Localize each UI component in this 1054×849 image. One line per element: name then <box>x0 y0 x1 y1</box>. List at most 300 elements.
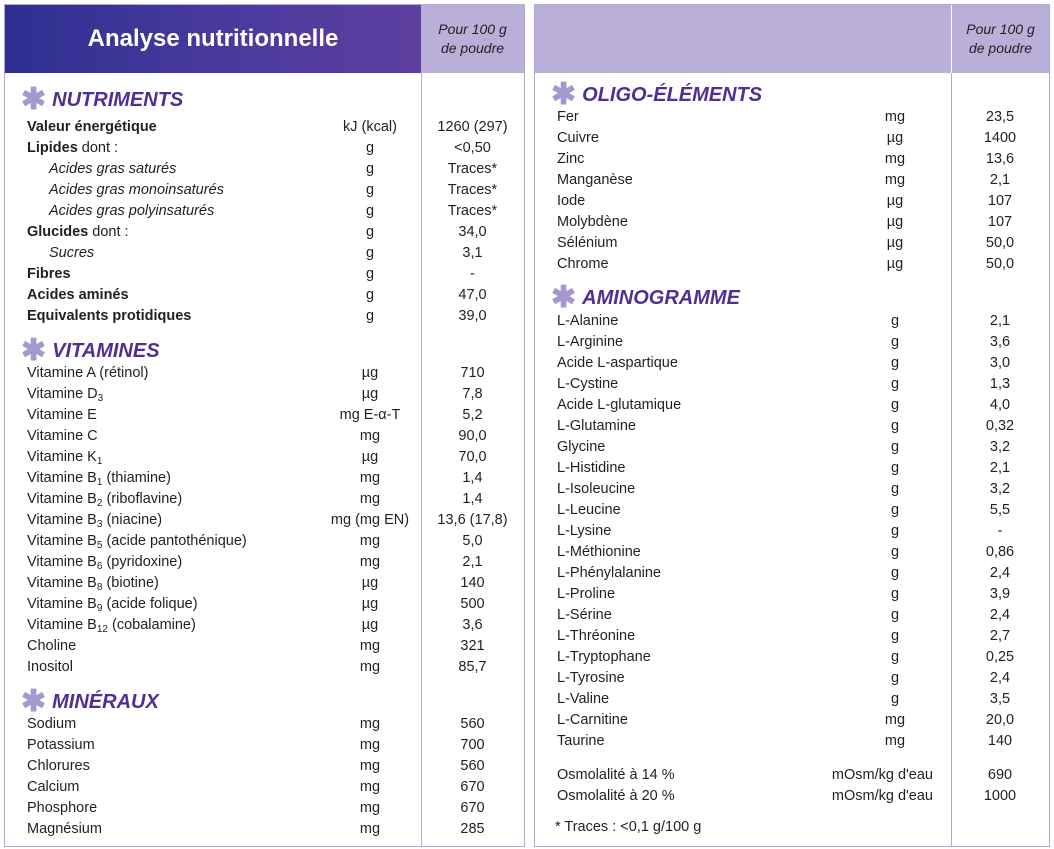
nutrient-label: Vitamine B <box>27 533 97 549</box>
nutrient-value: 2,4 <box>989 607 1011 623</box>
nutrient-label: Sodium <box>27 716 77 732</box>
table-row <box>5 510 524 531</box>
table-row <box>535 416 1049 437</box>
section-label: VITAMINES <box>52 339 160 362</box>
nutrient-value: 90,0 <box>458 428 487 444</box>
nutrient-label: Vitamine B <box>27 575 97 591</box>
nutrient-value: 140 <box>987 733 1013 749</box>
nutrient-unit: g <box>890 460 900 476</box>
nutrient-label: L-Glutamine <box>557 418 636 434</box>
nutrient-label: Osmolalité à 14 % <box>557 767 675 783</box>
nutrient-unit: mg <box>884 109 906 125</box>
nutrient-name <box>557 149 584 170</box>
nutrient-value: 3,2 <box>989 439 1011 455</box>
nutrient-value: 47,0 <box>458 287 487 303</box>
nutrient-name <box>49 180 224 201</box>
nutrient-name <box>557 731 605 752</box>
nutrient-unit: g <box>890 481 900 497</box>
nutrient-name <box>27 756 90 777</box>
nutrient-label: Vitamine B <box>27 512 97 528</box>
nutrient-unit: g <box>890 523 900 539</box>
nutrient-value: 3,1 <box>462 245 483 261</box>
nutrient-subscript: 1 <box>96 456 103 467</box>
nutrient-label: L-Arginine <box>557 334 624 350</box>
nutrient-subscript: 5 <box>96 540 103 551</box>
nutrient-name <box>557 647 651 668</box>
nutrient-unit: g <box>365 161 375 177</box>
table-row <box>535 668 1049 689</box>
nutrient-value: 50,0 <box>985 256 1015 272</box>
nutrient-unit: g <box>890 376 900 392</box>
nutrient-unit: g <box>890 439 900 455</box>
right-header <box>535 5 1049 73</box>
nutrient-value: Traces* <box>447 203 498 219</box>
nutrient-label: Taurine <box>557 733 605 749</box>
nutrient-name <box>557 107 579 128</box>
nutrient-unit: µg <box>886 130 904 146</box>
nutrient-label: L-Méthionine <box>557 544 641 560</box>
nutrient-name <box>557 563 661 584</box>
nutrient-unit: mg <box>359 758 381 774</box>
nutrient-label: L-Valine <box>557 691 610 707</box>
section-label: NUTRIMENTS <box>52 88 184 111</box>
nutrient-value: 39,0 <box>458 308 487 324</box>
table-row <box>535 710 1049 731</box>
nutrient-suffix: dont : <box>77 140 119 156</box>
nutrient-value: 2,4 <box>989 670 1011 686</box>
nutrient-label: L-Thréonine <box>557 628 636 644</box>
nutrient-value: 2,1 <box>989 460 1011 476</box>
star-icon: ✱ <box>21 334 47 367</box>
table-row <box>535 765 1049 786</box>
table-row <box>535 626 1049 647</box>
nutrient-name <box>27 636 76 657</box>
nutrient-unit: µg <box>886 193 904 209</box>
nutrient-name <box>27 306 191 327</box>
table-row <box>535 254 1049 275</box>
table-row <box>535 353 1049 374</box>
table-row <box>5 285 524 306</box>
nutrient-label: Inositol <box>27 659 73 675</box>
nutrient-label: Acides gras polyinsaturés <box>49 203 215 219</box>
nutrient-label: Equivalents protidiques <box>27 308 192 324</box>
nutrient-subscript: 12 <box>96 624 108 635</box>
column-header-right <box>951 5 1049 73</box>
nutrient-label: Chrome <box>557 256 609 272</box>
nutrient-suffix: (acide folique) <box>102 596 198 612</box>
nutrient-value: 4,0 <box>989 397 1011 413</box>
nutrient-value: 140 <box>460 575 485 591</box>
nutrient-name <box>27 447 102 468</box>
nutrient-label: Glycine <box>557 439 606 455</box>
nutrient-unit: g <box>890 628 900 644</box>
nutrient-unit: g <box>890 355 900 371</box>
nutrient-label: L-Tryptophane <box>557 649 651 665</box>
footnote: * Traces : <0,1 g/100 g <box>555 819 702 835</box>
table-row <box>535 233 1049 254</box>
table-row <box>535 786 1049 807</box>
rows-osmolalite <box>535 765 1049 807</box>
nutrient-label: L-Alanine <box>557 313 619 329</box>
table-row <box>535 521 1049 542</box>
table-row <box>5 180 524 201</box>
table-row <box>5 447 524 468</box>
nutrient-unit: g <box>890 586 900 602</box>
nutrient-name <box>27 222 129 243</box>
column-header-line-1: Pour 100 g <box>966 21 1035 37</box>
star-icon: ✱ <box>551 78 577 111</box>
nutrient-value: 3,5 <box>989 691 1011 707</box>
nutrient-value: 5,0 <box>462 533 483 549</box>
nutrient-value: - <box>997 523 1003 539</box>
nutrient-name <box>557 128 599 149</box>
nutrient-name <box>557 479 635 500</box>
table-row <box>5 201 524 222</box>
nutrient-name <box>27 573 159 594</box>
nutrient-value: 5,5 <box>989 502 1011 518</box>
nutrient-value: 3,6 <box>989 334 1011 350</box>
column-header-line-2: de poudre <box>440 40 505 56</box>
nutrient-unit: kJ (kcal) <box>343 119 397 135</box>
table-row <box>535 479 1049 500</box>
nutrient-value: 0,25 <box>985 649 1015 665</box>
section-title-vitamines <box>21 334 160 367</box>
rows-vitamines <box>5 363 524 678</box>
table-row <box>535 395 1049 416</box>
nutrient-unit: g <box>365 224 375 240</box>
nutrient-name <box>557 332 623 353</box>
nutrient-label: Magnésium <box>27 821 102 837</box>
nutrient-label: Valeur énergétique <box>27 119 157 135</box>
table-row <box>535 458 1049 479</box>
nutrient-label: Osmolalité à 20 % <box>557 788 675 804</box>
nutrient-label: Acides gras monoinsaturés <box>49 182 224 198</box>
nutrient-name <box>557 395 681 416</box>
nutrient-name <box>27 489 182 510</box>
nutrient-label: Molybdène <box>557 214 628 230</box>
nutrient-name <box>557 416 636 437</box>
table-row <box>5 405 524 426</box>
nutrient-name <box>557 374 618 395</box>
nutrient-label: Vitamine B <box>27 554 97 570</box>
nutrient-subscript: 2 <box>96 498 103 509</box>
nutrient-unit: mOsm/kg d'eau <box>831 767 933 783</box>
nutrient-subscript: 1 <box>96 477 103 488</box>
nutrient-name <box>557 521 611 542</box>
nutrient-name <box>557 233 617 254</box>
nutrient-value: 1,3 <box>989 376 1011 392</box>
nutrient-suffix: (cobalamine) <box>107 617 196 633</box>
nutrient-label: L-Histidine <box>557 460 626 476</box>
table-row <box>5 159 524 180</box>
nutrient-value: 1000 <box>983 788 1017 804</box>
nutrient-name <box>557 668 625 689</box>
nutrient-value: 13,6 <box>985 151 1015 167</box>
table-row <box>535 689 1049 710</box>
nutrient-suffix: (niacine) <box>102 512 163 528</box>
table-row <box>535 563 1049 584</box>
nutrient-label: Glucides <box>27 224 89 240</box>
nutrient-label: Vitamine B <box>27 596 97 612</box>
left-header <box>5 5 524 73</box>
star-icon: ✱ <box>21 83 47 116</box>
section-title-aminogramme <box>551 281 740 314</box>
nutrient-name <box>27 714 76 735</box>
nutrient-unit: mg <box>359 554 381 570</box>
nutrient-unit: mg <box>359 716 381 732</box>
nutrient-unit: mg <box>359 800 381 816</box>
nutrient-value: 285 <box>460 821 485 837</box>
table-row <box>535 332 1049 353</box>
table-row <box>5 594 524 615</box>
nutrient-name <box>27 384 103 405</box>
nutrient-name <box>557 605 612 626</box>
table-row <box>535 437 1049 458</box>
nutrient-unit: g <box>890 502 900 518</box>
table-row <box>5 798 524 819</box>
nutrient-value: 3,2 <box>989 481 1011 497</box>
right-panel <box>534 4 1050 847</box>
nutrient-label: Zinc <box>557 151 585 167</box>
nutrient-name <box>27 531 247 552</box>
nutrient-value: 13,6 (17,8) <box>437 512 508 528</box>
table-row <box>535 542 1049 563</box>
nutrient-unit: g <box>890 544 900 560</box>
nutrient-label: Acide L-aspartique <box>557 355 678 371</box>
nutrient-label: L-Lysine <box>557 523 612 539</box>
nutrient-name <box>557 500 621 521</box>
nutrient-value: 20,0 <box>985 712 1015 728</box>
nutrient-label: L-Proline <box>557 586 616 602</box>
nutrient-value: 1,4 <box>462 470 483 486</box>
table-row <box>535 128 1049 149</box>
nutrient-unit: g <box>890 691 900 707</box>
nutrient-name <box>27 735 95 756</box>
table-row <box>5 777 524 798</box>
nutrient-suffix: (pyridoxine) <box>102 554 183 570</box>
nutrient-unit: mg <box>359 428 381 444</box>
table-row <box>535 212 1049 233</box>
nutrient-value: 1260 (297) <box>437 119 508 135</box>
title-box <box>5 5 421 73</box>
table-row <box>5 489 524 510</box>
nutrient-value: 2,1 <box>989 313 1011 329</box>
table-row <box>535 584 1049 605</box>
nutrient-value: 710 <box>460 365 485 381</box>
nutrient-name <box>557 170 633 191</box>
nutrient-value: 1,4 <box>462 491 483 507</box>
nutrient-unit: µg <box>886 256 904 272</box>
nutrient-value: 500 <box>460 596 485 612</box>
nutrient-unit: µg <box>361 617 379 633</box>
nutrient-label: Cuivre <box>557 130 599 146</box>
nutrient-unit: g <box>890 397 900 413</box>
nutrient-name <box>27 777 79 798</box>
table-row <box>535 311 1049 332</box>
nutrient-value: 34,0 <box>458 224 487 240</box>
nutrient-label: Vitamine K <box>27 449 97 465</box>
table-row <box>535 107 1049 128</box>
nutrient-label: Fer <box>557 109 579 125</box>
table-row <box>5 222 524 243</box>
nutrient-name <box>557 710 628 731</box>
table-row <box>535 170 1049 191</box>
nutrient-name <box>27 819 102 840</box>
nutrient-value: 107 <box>987 214 1013 230</box>
nutrient-label: Iode <box>557 193 586 209</box>
nutrient-unit: g <box>365 287 375 303</box>
nutrient-suffix: dont : <box>88 224 129 240</box>
nutrient-label: L-Phénylalanine <box>557 565 661 581</box>
nutrient-label: L-Sérine <box>557 607 612 623</box>
rows-nutriments <box>5 117 524 327</box>
section-label: OLIGO-ÉLÉMENTS <box>582 83 763 106</box>
nutrient-value: 321 <box>460 638 485 654</box>
nutrient-unit: mg (mg EN) <box>330 512 410 528</box>
nutrient-unit: mg <box>884 733 906 749</box>
nutrient-unit: mg <box>359 659 381 675</box>
nutrient-name <box>557 689 609 710</box>
nutrient-unit: g <box>365 182 375 198</box>
table-row <box>5 819 524 840</box>
table-row <box>535 191 1049 212</box>
nutrient-value: 700 <box>460 737 485 753</box>
nutrient-value: 2,4 <box>989 565 1011 581</box>
table-row <box>535 374 1049 395</box>
table-row <box>5 384 524 405</box>
nutrient-name <box>27 405 97 426</box>
nutrient-subscript: 3 <box>97 393 104 404</box>
nutrient-unit: g <box>890 670 900 686</box>
nutrient-subscript: 8 <box>96 582 103 593</box>
nutrient-name <box>27 426 98 447</box>
nutrient-unit: mg <box>359 821 381 837</box>
nutrient-name <box>27 264 71 285</box>
nutrient-value: 3,9 <box>989 586 1011 602</box>
nutrient-unit: g <box>365 140 375 156</box>
nutrient-label: Lipides <box>27 140 78 156</box>
star-icon: ✱ <box>551 281 577 314</box>
table-row <box>5 657 524 678</box>
nutrient-unit: mg <box>884 172 906 188</box>
nutrient-label: Vitamine D <box>27 386 98 402</box>
nutrient-name <box>557 191 585 212</box>
nutrient-name <box>27 615 196 636</box>
nutrient-value: 560 <box>460 716 485 732</box>
nutrient-value: 5,2 <box>462 407 483 423</box>
nutrient-label: Vitamine B <box>27 617 97 633</box>
table-row <box>535 605 1049 626</box>
nutrient-value: 670 <box>460 800 485 816</box>
nutrient-name <box>557 458 626 479</box>
nutrient-label: L-Cystine <box>557 376 619 392</box>
nutrient-value: 107 <box>987 193 1013 209</box>
column-header-line-2: de poudre <box>968 40 1033 56</box>
star-icon: ✱ <box>21 685 47 718</box>
nutrient-suffix: (thiamine) <box>102 470 171 486</box>
nutrient-unit: mOsm/kg d'eau <box>831 788 933 804</box>
nutrient-label: Acides aminés <box>27 287 129 303</box>
nutrient-unit: µg <box>886 214 904 230</box>
nutrient-label: L-Carnitine <box>557 712 628 728</box>
nutrient-unit: g <box>365 266 375 282</box>
nutrient-name <box>27 552 182 573</box>
nutrient-value: 70,0 <box>458 449 487 465</box>
nutrient-value: 3,0 <box>989 355 1011 371</box>
section-label: MINÉRAUX <box>52 690 159 713</box>
nutrient-suffix: (acide pantothénique) <box>102 533 247 549</box>
column-header-left <box>421 5 524 73</box>
nutrient-label: Vitamine A (rétinol) <box>27 365 149 381</box>
nutrient-label: Sucres <box>49 245 95 261</box>
nutrient-unit: g <box>890 334 900 350</box>
nutrient-label: Chlorures <box>27 758 90 774</box>
left-panel <box>4 4 525 847</box>
nutrient-value: 7,8 <box>462 386 483 402</box>
nutrient-unit: g <box>890 607 900 623</box>
nutrient-unit: g <box>890 565 900 581</box>
nutrient-value: 0,86 <box>985 544 1015 560</box>
table-row <box>5 363 524 384</box>
nutrient-name <box>27 510 162 531</box>
nutrient-name <box>27 798 97 819</box>
table-row <box>535 149 1049 170</box>
rows-mineraux <box>5 714 524 840</box>
nutrient-value: Traces* <box>447 161 498 177</box>
nutrient-unit: µg <box>361 386 379 402</box>
nutrient-name <box>27 363 148 384</box>
nutrient-label: Calcium <box>27 779 80 795</box>
table-row <box>5 714 524 735</box>
nutrient-unit: µg <box>361 449 379 465</box>
nutrient-name <box>27 117 157 138</box>
nutrient-label: Vitamine C <box>27 428 98 444</box>
nutrient-name <box>557 212 628 233</box>
nutrient-unit: mg <box>359 779 381 795</box>
section-title-nutriments <box>21 83 184 116</box>
nutrient-unit: mg <box>359 533 381 549</box>
nutrient-name <box>557 437 605 458</box>
table-row <box>5 138 524 159</box>
table-row <box>5 117 524 138</box>
rows-aminogramme <box>535 311 1049 752</box>
section-title-mineraux <box>21 685 159 718</box>
nutrient-name <box>557 542 641 563</box>
nutrient-label: L-Leucine <box>557 502 621 518</box>
nutrient-value: 23,5 <box>985 109 1015 125</box>
section-title-oligo-elements <box>551 78 763 111</box>
table-row <box>535 731 1049 752</box>
table-row <box>5 531 524 552</box>
nutrient-name <box>557 311 618 332</box>
nutrient-label: Phosphore <box>27 800 98 816</box>
nutrient-label: Manganèse <box>557 172 633 188</box>
nutrient-unit: µg <box>886 235 904 251</box>
nutrient-label: Sélénium <box>557 235 618 251</box>
nutrient-label: L-Isoleucine <box>557 481 636 497</box>
nutrient-unit: mg E-α-T <box>339 407 401 423</box>
nutrient-value: 0,32 <box>985 418 1015 434</box>
column-header-line-1: Pour 100 g <box>438 21 507 37</box>
nutrient-value: 560 <box>460 758 485 774</box>
nutrient-unit: µg <box>361 365 379 381</box>
table-row <box>5 552 524 573</box>
nutrient-label: Vitamine B <box>27 491 97 507</box>
nutrient-name <box>557 765 675 786</box>
nutrient-label: Vitamine B <box>27 470 97 486</box>
table-row <box>5 735 524 756</box>
table-row <box>5 573 524 594</box>
